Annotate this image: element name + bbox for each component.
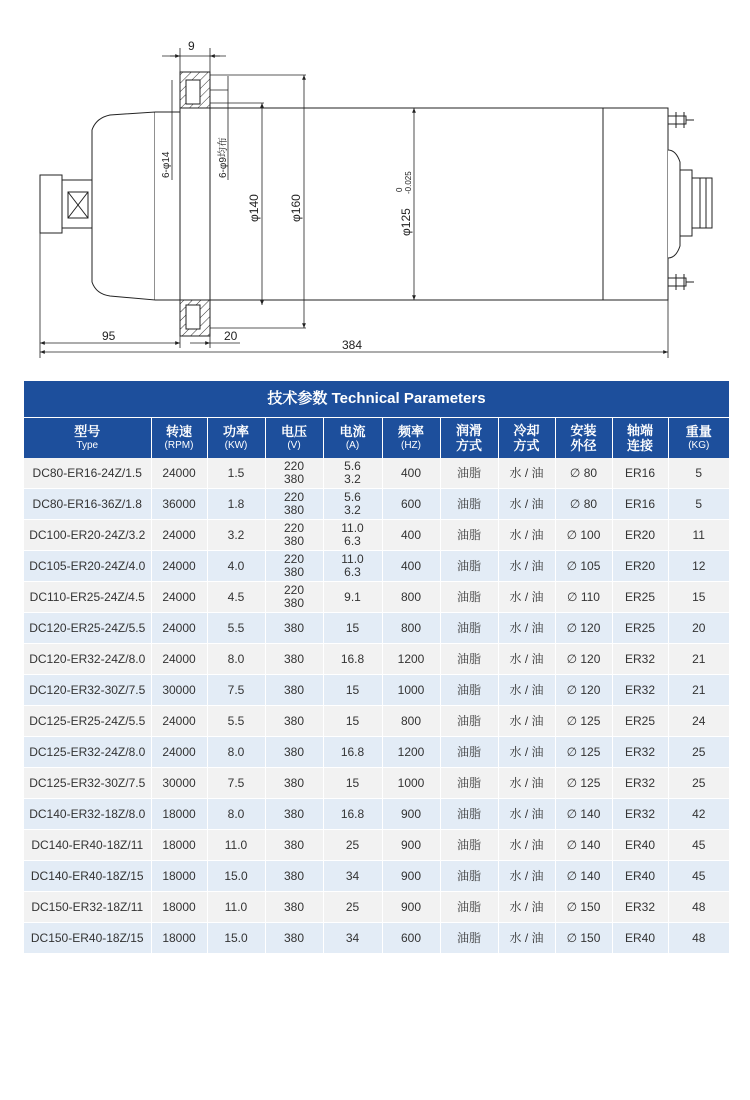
cell-dia: ∅ 105 bbox=[555, 551, 612, 582]
dim-tol-lower: -0.025 bbox=[404, 171, 413, 194]
table-row bbox=[24, 892, 729, 923]
column-header bbox=[498, 418, 555, 458]
column-header bbox=[612, 418, 668, 458]
cell-lube: 油脂 bbox=[440, 551, 498, 582]
column-header-en: (HZ) bbox=[401, 440, 421, 451]
spec-table bbox=[24, 418, 729, 954]
cell-cool: 水 / 油 bbox=[498, 582, 555, 613]
table-body bbox=[24, 458, 729, 954]
cell-lube: 油脂 bbox=[440, 613, 498, 644]
cell-v bbox=[265, 644, 323, 675]
cell-lube: 油脂 bbox=[440, 582, 498, 613]
table-row bbox=[24, 923, 729, 954]
rear-connector bbox=[668, 150, 712, 258]
cell-kg: 48 bbox=[668, 892, 729, 923]
cell-v-line: 220 bbox=[283, 552, 305, 566]
column-header-cn: 重量 bbox=[685, 424, 712, 439]
cell-a-line: 15 bbox=[345, 775, 360, 790]
cell-cool: 水 / 油 bbox=[498, 613, 555, 644]
cell-dia: ∅ 120 bbox=[555, 613, 612, 644]
table-row bbox=[24, 706, 729, 737]
cell-rpm: 18000 bbox=[151, 892, 207, 923]
cell-kg: 24 bbox=[668, 706, 729, 737]
cell-dia: ∅ 125 bbox=[555, 737, 612, 768]
cell-dia: ∅ 120 bbox=[555, 675, 612, 706]
cell-dia: ∅ 140 bbox=[555, 830, 612, 861]
cell-v-line: 380 bbox=[283, 899, 305, 914]
cell-rpm: 18000 bbox=[151, 799, 207, 830]
column-header-en: (KG) bbox=[688, 440, 710, 451]
cell-rpm: 18000 bbox=[151, 861, 207, 892]
cell-shaft: ER32 bbox=[612, 675, 668, 706]
cell-kw: 11.0 bbox=[207, 830, 265, 861]
cell-cool: 水 / 油 bbox=[498, 923, 555, 954]
cell-a bbox=[323, 582, 382, 613]
cell-kg: 12 bbox=[668, 551, 729, 582]
cell-a bbox=[323, 489, 382, 520]
cell-v bbox=[265, 489, 323, 520]
cell-kg: 45 bbox=[668, 861, 729, 892]
cell-a-line: 6.3 bbox=[344, 534, 361, 548]
cell-dia: ∅ 80 bbox=[555, 458, 612, 489]
cell-a-line: 15 bbox=[345, 713, 360, 728]
cell-cool: 水 / 油 bbox=[498, 737, 555, 768]
cell-hz: 900 bbox=[382, 892, 440, 923]
cell-kg: 25 bbox=[668, 737, 729, 768]
cell-v-line: 380 bbox=[283, 713, 305, 728]
cell-v-line: 380 bbox=[283, 620, 305, 635]
cell-shaft: ER32 bbox=[612, 644, 668, 675]
cell-a-line: 25 bbox=[345, 899, 360, 914]
cell-rpm: 24000 bbox=[151, 551, 207, 582]
dim-phi125: φ125 bbox=[399, 208, 413, 236]
cell-v bbox=[265, 520, 323, 551]
cell-a bbox=[323, 675, 382, 706]
dim-384: 384 bbox=[342, 338, 363, 352]
column-header-en: 方式 bbox=[455, 438, 482, 453]
cell-lube: 油脂 bbox=[440, 861, 498, 892]
cell-type: DC140-ER32-18Z/8.0 bbox=[24, 799, 151, 830]
dim-phi140: φ140 bbox=[247, 194, 261, 222]
cell-a-line: 9.1 bbox=[344, 589, 361, 604]
table-header-row bbox=[24, 418, 729, 458]
table-row bbox=[24, 551, 729, 582]
cell-kw: 11.0 bbox=[207, 892, 265, 923]
cell-dia: ∅ 120 bbox=[555, 644, 612, 675]
cell-lube: 油脂 bbox=[440, 675, 498, 706]
table-row bbox=[24, 675, 729, 706]
cell-hz: 400 bbox=[382, 551, 440, 582]
cell-v-line: 380 bbox=[283, 744, 305, 759]
cell-a bbox=[323, 830, 382, 861]
cell-a bbox=[323, 613, 382, 644]
cell-kw: 8.0 bbox=[207, 737, 265, 768]
cell-rpm: 24000 bbox=[151, 458, 207, 489]
cell-type: DC125-ER32-24Z/8.0 bbox=[24, 737, 151, 768]
column-header bbox=[207, 418, 265, 458]
column-header-en: 方式 bbox=[513, 438, 540, 453]
cell-a-line: 16.8 bbox=[340, 651, 365, 666]
cell-shaft: ER40 bbox=[612, 830, 668, 861]
cell-rpm: 24000 bbox=[151, 520, 207, 551]
cell-hz: 1000 bbox=[382, 768, 440, 799]
cell-rpm: 24000 bbox=[151, 613, 207, 644]
cell-type: DC150-ER32-18Z/11 bbox=[24, 892, 151, 923]
dim-9: 9 bbox=[188, 39, 195, 53]
spec-table-section bbox=[24, 381, 729, 954]
cell-lube: 油脂 bbox=[440, 458, 498, 489]
cell-a-line: 3.2 bbox=[344, 472, 361, 486]
table-row bbox=[24, 644, 729, 675]
column-header-cn: 轴端 bbox=[626, 423, 653, 438]
cell-kw: 4.5 bbox=[207, 582, 265, 613]
cell-v bbox=[265, 737, 323, 768]
cell-a bbox=[323, 923, 382, 954]
cell-dia: ∅ 140 bbox=[555, 861, 612, 892]
cell-lube: 油脂 bbox=[440, 644, 498, 675]
cell-lube: 油脂 bbox=[440, 737, 498, 768]
cell-a-line: 5.6 bbox=[344, 490, 361, 504]
cell-hz: 800 bbox=[382, 706, 440, 737]
cell-v bbox=[265, 675, 323, 706]
cell-cool: 水 / 油 bbox=[498, 892, 555, 923]
spindle-drawing-svg bbox=[0, 0, 750, 370]
cell-dia: ∅ 150 bbox=[555, 923, 612, 954]
cell-cool: 水 / 油 bbox=[498, 675, 555, 706]
cell-v bbox=[265, 861, 323, 892]
table-row bbox=[24, 737, 729, 768]
cell-kw: 7.5 bbox=[207, 768, 265, 799]
cell-kg: 45 bbox=[668, 830, 729, 861]
cell-v-line: 380 bbox=[283, 930, 305, 945]
table-row bbox=[24, 489, 729, 520]
cell-v-line: 380 bbox=[283, 837, 305, 852]
cell-a bbox=[323, 799, 382, 830]
table-title: 技术参数 Technical Parameters bbox=[24, 381, 729, 418]
cell-lube: 油脂 bbox=[440, 799, 498, 830]
cell-type: DC110-ER25-24Z/4.5 bbox=[24, 582, 151, 613]
dim-95: 95 bbox=[102, 329, 116, 343]
cell-type: DC150-ER40-18Z/15 bbox=[24, 923, 151, 954]
cell-a-line: 25 bbox=[345, 837, 360, 852]
cell-dia: ∅ 100 bbox=[555, 520, 612, 551]
cell-v-line: 380 bbox=[283, 806, 305, 821]
spindle-body bbox=[210, 108, 668, 300]
cell-shaft: ER16 bbox=[612, 489, 668, 520]
cell-kg: 42 bbox=[668, 799, 729, 830]
cell-a bbox=[323, 458, 382, 489]
cell-rpm: 36000 bbox=[151, 489, 207, 520]
cell-kg: 15 bbox=[668, 582, 729, 613]
cell-lube: 油脂 bbox=[440, 520, 498, 551]
cell-dia: ∅ 125 bbox=[555, 706, 612, 737]
cell-lube: 油脂 bbox=[440, 892, 498, 923]
column-header bbox=[668, 418, 729, 458]
cell-cool: 水 / 油 bbox=[498, 706, 555, 737]
column-header bbox=[555, 418, 612, 458]
cell-kw: 15.0 bbox=[207, 923, 265, 954]
cell-v-line: 220 bbox=[283, 583, 305, 597]
cell-shaft: ER25 bbox=[612, 582, 668, 613]
cell-kw: 7.5 bbox=[207, 675, 265, 706]
cell-kw: 15.0 bbox=[207, 861, 265, 892]
cell-type: DC100-ER20-24Z/3.2 bbox=[24, 520, 151, 551]
cell-v bbox=[265, 923, 323, 954]
dim-phi160: φ160 bbox=[289, 194, 303, 222]
cell-a-line: 6.3 bbox=[344, 565, 361, 579]
cell-kg: 11 bbox=[668, 520, 729, 551]
cell-a-line: 3.2 bbox=[344, 503, 361, 517]
cell-a-line: 5.6 bbox=[344, 459, 361, 473]
cell-kw: 1.8 bbox=[207, 489, 265, 520]
cell-type: DC125-ER25-24Z/5.5 bbox=[24, 706, 151, 737]
cell-shaft: ER32 bbox=[612, 799, 668, 830]
cell-cool: 水 / 油 bbox=[498, 768, 555, 799]
cell-type: DC120-ER25-24Z/5.5 bbox=[24, 613, 151, 644]
cell-cool: 水 / 油 bbox=[498, 489, 555, 520]
cell-dia: ∅ 125 bbox=[555, 768, 612, 799]
cell-a bbox=[323, 520, 382, 551]
cell-kg: 48 bbox=[668, 923, 729, 954]
cell-kg: 21 bbox=[668, 675, 729, 706]
table-row bbox=[24, 458, 729, 489]
table-row bbox=[24, 582, 729, 613]
cell-kw: 8.0 bbox=[207, 799, 265, 830]
cell-shaft: ER32 bbox=[612, 892, 668, 923]
cell-hz: 400 bbox=[382, 458, 440, 489]
cell-a-line: 34 bbox=[345, 868, 360, 883]
cell-kw: 8.0 bbox=[207, 644, 265, 675]
column-header-cn: 型号 bbox=[74, 424, 101, 439]
cell-v bbox=[265, 458, 323, 489]
cell-cool: 水 / 油 bbox=[498, 799, 555, 830]
cell-cool: 水 / 油 bbox=[498, 458, 555, 489]
column-header-en: (RPM) bbox=[164, 440, 194, 451]
front-cap bbox=[92, 112, 155, 300]
table-row bbox=[24, 861, 729, 892]
table-row bbox=[24, 799, 729, 830]
cell-shaft: ER16 bbox=[612, 458, 668, 489]
cell-rpm: 30000 bbox=[151, 768, 207, 799]
dim-20: 20 bbox=[224, 329, 238, 343]
cell-v-line: 380 bbox=[283, 682, 305, 697]
cell-type: DC140-ER40-18Z/15 bbox=[24, 861, 151, 892]
cell-hz: 1000 bbox=[382, 675, 440, 706]
table-row bbox=[24, 768, 729, 799]
column-header-cn: 安装 bbox=[570, 423, 597, 438]
cell-shaft: ER20 bbox=[612, 551, 668, 582]
column-header bbox=[24, 418, 151, 458]
cell-a bbox=[323, 768, 382, 799]
cell-v bbox=[265, 799, 323, 830]
cell-kg: 25 bbox=[668, 768, 729, 799]
cell-kw: 3.2 bbox=[207, 520, 265, 551]
cell-v bbox=[265, 768, 323, 799]
column-header-cn: 功率 bbox=[222, 424, 249, 439]
dim-tol-upper: 0 bbox=[395, 187, 404, 192]
cell-a-line: 11.0 bbox=[341, 521, 364, 535]
cell-dia: ∅ 140 bbox=[555, 799, 612, 830]
cell-lube: 油脂 bbox=[440, 489, 498, 520]
cell-v-line: 380 bbox=[283, 472, 305, 486]
cell-a-line: 16.8 bbox=[340, 806, 365, 821]
cell-v bbox=[265, 830, 323, 861]
cell-type: DC105-ER20-24Z/4.0 bbox=[24, 551, 151, 582]
cell-dia: ∅ 150 bbox=[555, 892, 612, 923]
cell-v-line: 220 bbox=[283, 459, 305, 473]
column-header-en: (A) bbox=[345, 440, 360, 451]
cell-kg: 5 bbox=[668, 458, 729, 489]
cell-cool: 水 / 油 bbox=[498, 551, 555, 582]
cell-v-line: 380 bbox=[283, 534, 305, 548]
cell-a bbox=[323, 861, 382, 892]
cell-lube: 油脂 bbox=[440, 923, 498, 954]
column-header-cn: 转速 bbox=[165, 424, 192, 439]
cell-shaft: ER20 bbox=[612, 520, 668, 551]
column-header bbox=[323, 418, 382, 458]
cell-dia: ∅ 110 bbox=[555, 582, 612, 613]
cell-a-line: 15 bbox=[345, 620, 360, 635]
table-row bbox=[24, 830, 729, 861]
column-header bbox=[440, 418, 498, 458]
cell-type: DC125-ER32-30Z/7.5 bbox=[24, 768, 151, 799]
cell-v-line: 220 bbox=[283, 521, 305, 535]
column-header-en: 连接 bbox=[626, 438, 653, 453]
cell-a-line: 16.8 bbox=[340, 744, 365, 759]
cell-a bbox=[323, 892, 382, 923]
cell-cool: 水 / 油 bbox=[498, 830, 555, 861]
cell-lube: 油脂 bbox=[440, 768, 498, 799]
cell-type: DC120-ER32-30Z/7.5 bbox=[24, 675, 151, 706]
cell-hz: 600 bbox=[382, 489, 440, 520]
cell-a bbox=[323, 551, 382, 582]
cell-kw: 5.5 bbox=[207, 706, 265, 737]
cell-cool: 水 / 油 bbox=[498, 644, 555, 675]
column-header-cn: 电流 bbox=[339, 424, 366, 439]
cell-hz: 800 bbox=[382, 582, 440, 613]
cell-kw: 1.5 bbox=[207, 458, 265, 489]
cell-shaft: ER40 bbox=[612, 861, 668, 892]
cell-rpm: 18000 bbox=[151, 923, 207, 954]
cell-v-line: 220 bbox=[283, 490, 305, 504]
cell-cool: 水 / 油 bbox=[498, 861, 555, 892]
cell-hz: 400 bbox=[382, 520, 440, 551]
cell-hz: 900 bbox=[382, 861, 440, 892]
cell-v bbox=[265, 706, 323, 737]
cell-v bbox=[265, 582, 323, 613]
cell-rpm: 24000 bbox=[151, 737, 207, 768]
column-header-en: 外径 bbox=[570, 438, 597, 453]
cell-hz: 800 bbox=[382, 613, 440, 644]
cell-v-line: 380 bbox=[283, 565, 305, 579]
cell-rpm: 18000 bbox=[151, 830, 207, 861]
cell-kg: 20 bbox=[668, 613, 729, 644]
cell-a bbox=[323, 644, 382, 675]
shaft-nut bbox=[40, 175, 92, 233]
cell-v-line: 380 bbox=[283, 868, 305, 883]
cell-v bbox=[265, 613, 323, 644]
cell-a-line: 34 bbox=[345, 930, 360, 945]
cell-hz: 600 bbox=[382, 923, 440, 954]
cell-shaft: ER25 bbox=[612, 613, 668, 644]
cell-shaft: ER25 bbox=[612, 706, 668, 737]
cell-v-line: 380 bbox=[283, 775, 305, 790]
column-header-en: (KW) bbox=[224, 440, 248, 451]
cell-type: DC80-ER16-24Z/1.5 bbox=[24, 458, 151, 489]
cell-rpm: 24000 bbox=[151, 644, 207, 675]
spindle-drawing bbox=[0, 0, 750, 370]
column-header-cn: 润滑 bbox=[455, 423, 482, 438]
cell-type: DC80-ER16-36Z/1.8 bbox=[24, 489, 151, 520]
column-header-cn: 频率 bbox=[397, 424, 424, 439]
cell-v bbox=[265, 892, 323, 923]
cell-shaft: ER40 bbox=[612, 923, 668, 954]
cell-kw: 5.5 bbox=[207, 613, 265, 644]
cell-kg: 21 bbox=[668, 644, 729, 675]
mount-flange bbox=[180, 72, 210, 336]
cell-shaft: ER32 bbox=[612, 768, 668, 799]
cell-a bbox=[323, 706, 382, 737]
column-header bbox=[151, 418, 207, 458]
column-header-cn: 冷却 bbox=[513, 423, 540, 438]
cell-hz: 900 bbox=[382, 799, 440, 830]
cell-lube: 油脂 bbox=[440, 830, 498, 861]
column-header bbox=[265, 418, 323, 458]
cell-rpm: 24000 bbox=[151, 582, 207, 613]
cell-a bbox=[323, 737, 382, 768]
cell-dia: ∅ 80 bbox=[555, 489, 612, 520]
cell-hz: 1200 bbox=[382, 644, 440, 675]
column-header bbox=[382, 418, 440, 458]
cell-v-line: 380 bbox=[283, 596, 305, 610]
table-row bbox=[24, 613, 729, 644]
cell-a-line: 11.0 bbox=[341, 552, 364, 566]
cell-shaft: ER32 bbox=[612, 737, 668, 768]
cell-lube: 油脂 bbox=[440, 706, 498, 737]
cell-type: DC140-ER40-18Z/11 bbox=[24, 830, 151, 861]
column-header-en: (V) bbox=[287, 440, 301, 451]
column-header-en: Type bbox=[76, 440, 99, 451]
cell-a-line: 15 bbox=[345, 682, 360, 697]
table-row bbox=[24, 520, 729, 551]
cell-rpm: 30000 bbox=[151, 675, 207, 706]
cell-type: DC120-ER32-24Z/8.0 bbox=[24, 644, 151, 675]
cell-kg: 5 bbox=[668, 489, 729, 520]
dim-bolt-spec: 6-φ9均布 bbox=[218, 137, 229, 178]
cell-hz: 1200 bbox=[382, 737, 440, 768]
column-header-cn: 电压 bbox=[280, 424, 307, 439]
cell-v-line: 380 bbox=[283, 503, 305, 517]
cell-v bbox=[265, 551, 323, 582]
cell-kw: 4.0 bbox=[207, 551, 265, 582]
cell-hz: 900 bbox=[382, 830, 440, 861]
cell-v-line: 380 bbox=[283, 651, 305, 666]
cell-rpm: 24000 bbox=[151, 706, 207, 737]
cell-cool: 水 / 油 bbox=[498, 520, 555, 551]
dim-hole-dia: 6-φ14 bbox=[161, 151, 172, 178]
